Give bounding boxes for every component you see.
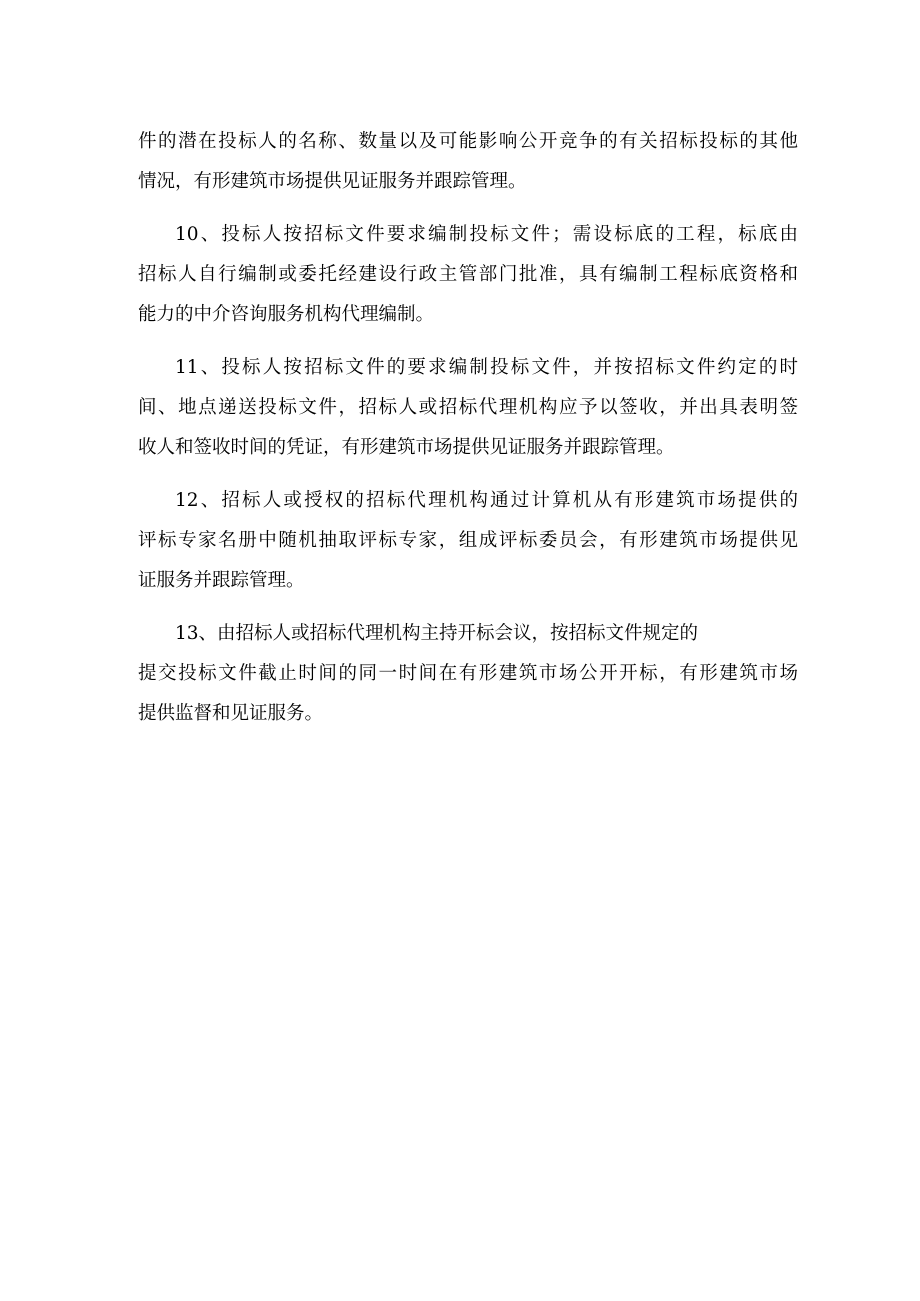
paragraph-continuation	[138, 122, 798, 202]
paragraph-item-13	[138, 614, 798, 734]
text-line: 11、投标人按招标文件的要求编制投标文件，并按招标文件约定的时	[175, 357, 798, 378]
text-line: 能力的中介咨询服务机构代理编制。	[138, 304, 435, 325]
text-line: 13、由招标人或招标代理机构主持开标会议，按招标文件规定的	[175, 623, 699, 644]
text-line: 提供监督和见证服务。	[138, 703, 324, 724]
text-line: 件的潜在投标人的名称、数量以及可能影响公开竞争的有关招标投标的其他	[138, 131, 798, 152]
paragraph-item-12	[138, 481, 798, 601]
text-line: 情况，有形建筑市场提供见证服务并跟踪管理。	[138, 171, 527, 192]
paragraph-item-11	[138, 348, 798, 468]
text-line: 证服务并跟踪管理。	[138, 570, 305, 591]
text-line: 评标专家名册中随机抽取评标专家，组成评标委员会，有形建筑市场提供见	[138, 530, 798, 551]
text-line: 10、投标人按招标文件要求编制投标文件；需设标底的工程，标底由	[175, 224, 798, 245]
text-line: 收人和签收时间的凭证，有形建筑市场提供见证服务并跟踪管理。	[138, 437, 675, 458]
text-line: 间、地点递送投标文件，招标人或招标代理机构应予以签收，并出具表明签	[138, 397, 798, 418]
document-body	[138, 122, 798, 747]
text-line: 招标人自行编制或委托经建设行政主管部门批准，具有编制工程标底资格和	[138, 264, 798, 285]
text-line: 提交投标文件截止时间的同一时间在有形建筑市场公开开标，有形建筑市场	[138, 663, 798, 684]
paragraph-item-10	[138, 215, 798, 335]
text-line: 12、招标人或授权的招标代理机构通过计算机从有形建筑市场提供的	[175, 490, 798, 511]
